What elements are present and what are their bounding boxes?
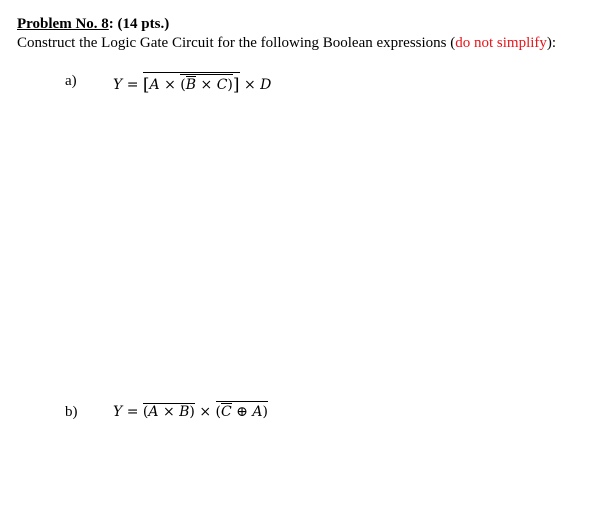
instruction-main: Construct the Logic Gate Circuit for the following Boolean expressions ( (17, 35, 456, 51)
part-b-label: b) (65, 404, 78, 420)
eq-b-var-a-1: A (148, 404, 159, 420)
eq-b-equals: = (126, 404, 139, 420)
problem-title: Problem No. 8 (17, 16, 109, 32)
problem-points: (14 pts.) (117, 16, 170, 32)
eq-a-var-a: A (149, 77, 160, 93)
eq-b-var-c: C (221, 404, 232, 420)
eq-b-open-paren-1: ( (142, 404, 149, 420)
eq-a-b-overline (186, 76, 196, 93)
eq-b-var-b: B (179, 404, 190, 420)
eq-a-inner-overline (180, 74, 233, 93)
eq-a-open-paren: ( (180, 77, 186, 93)
eq-a-equals: = (126, 77, 139, 93)
eq-a-times-2: × (200, 77, 213, 93)
eq-b-times-2: × (199, 404, 212, 420)
problem-colon: : (108, 16, 114, 32)
eq-b-close-paren-1: ) (189, 404, 195, 420)
eq-b-close-paren-2: ) (262, 404, 268, 420)
instruction-text (17, 34, 556, 52)
eq-a-outer-overline (143, 72, 240, 93)
eq-a-var-c: C (216, 77, 228, 93)
eq-a-times-1: × (164, 77, 176, 93)
eq-a-times-3: × (243, 77, 256, 93)
problem-heading (17, 16, 169, 33)
eq-b-xor: ⊕ (236, 404, 248, 420)
eq-b-c-overline (221, 403, 232, 420)
eq-a-var-b: B (185, 77, 197, 93)
eq-a-close-bracket: ] (232, 75, 240, 95)
part-a-label: a) (65, 73, 77, 89)
eq-b-open-paren-2: ( (215, 404, 221, 420)
eq-b-lhs: Y (113, 404, 123, 420)
eq-b-var-a-2: A (252, 404, 263, 420)
part-a-expression (113, 72, 271, 94)
eq-b-second-overline (216, 401, 268, 420)
eq-a-open-bracket: [ (142, 75, 150, 95)
eq-a-close-paren: ) (227, 77, 233, 93)
eq-a-lhs: Y (113, 77, 123, 93)
eq-a-var-d: D (260, 77, 272, 93)
part-b-expression (113, 401, 268, 421)
instruction-end: ): (546, 35, 557, 51)
eq-b-first-overline (143, 403, 195, 420)
eq-b-times-1: × (162, 404, 175, 420)
instruction-highlight: do not simplify (455, 35, 547, 51)
